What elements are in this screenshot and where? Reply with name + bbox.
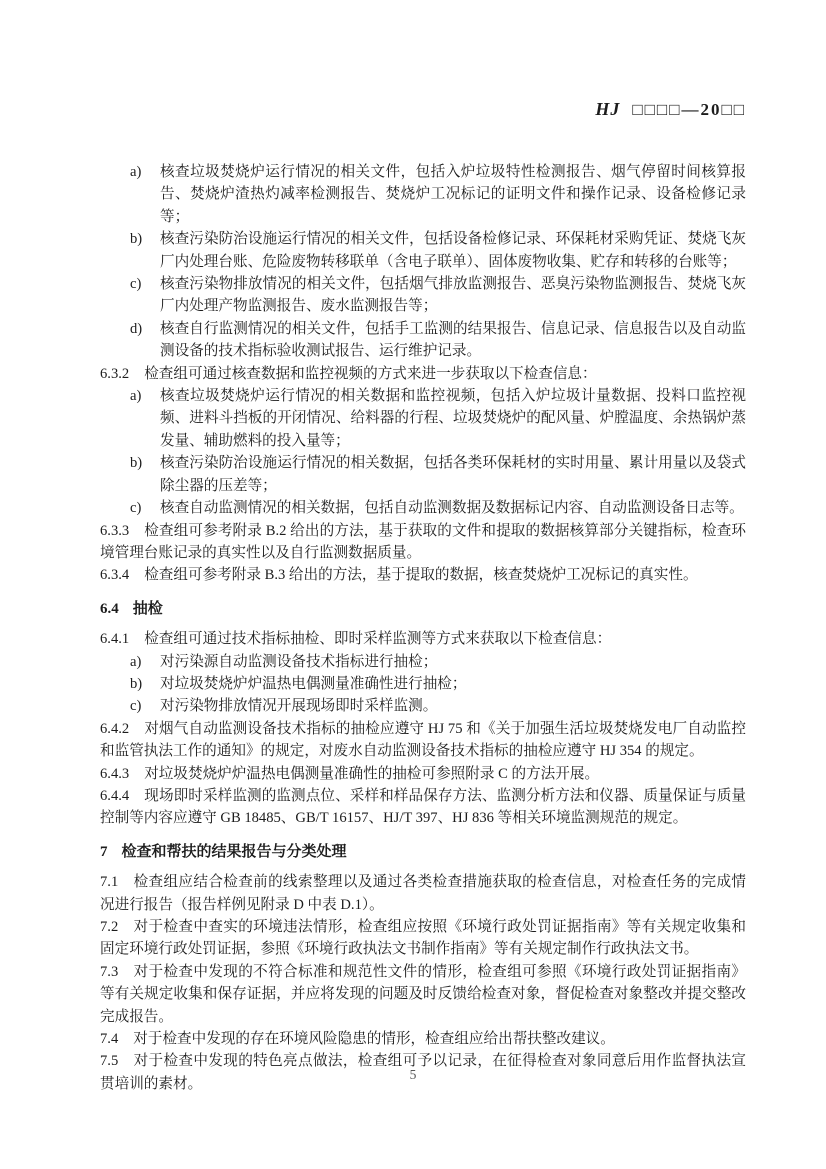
paragraph-text: 核查污染防治设施运行情况的相关数据，包括各类环保耗材的实时用量、累计用量以及袋式除尘器的压差等；: [160, 455, 746, 494]
clause-paragraph: [100, 520, 746, 565]
list-item: [100, 497, 746, 519]
list-item: [100, 452, 746, 497]
section-heading: [100, 598, 746, 620]
heading-text: 抽检: [132, 600, 163, 617]
clause-paragraph: [100, 916, 746, 961]
list-item: [100, 161, 746, 228]
paragraph-text: 检查组可通过核查数据和监控视频的方式来进一步获取以下检查信息：: [144, 365, 597, 382]
item-marker: b): [130, 675, 143, 692]
item-marker: c): [130, 698, 142, 715]
paragraph-text: 核查污染防治设施运行情况的相关文件，包括设备检修记录、环保耗材采购凭证、焚烧飞灰厂内处理台账、危险废物转移联单（含电子联单）、固体废物收集、贮存和转移的台账等；: [160, 231, 746, 270]
clause-number: 7.4: [100, 1031, 119, 1048]
paragraph-text: 检查组可通过技术指标抽检、即时采样监测等方式来获取以下检查信息：: [144, 631, 612, 648]
item-marker: c): [130, 276, 142, 293]
item-marker: a): [130, 653, 142, 670]
standard-code-prefix: HJ: [595, 99, 621, 119]
clause-number: 7.2: [100, 919, 119, 935]
paragraph-text: 对于检查中查实的环境违法情形，检查组应按照《环境行政处罚证据指南》等有关规定收集和固定环境行政处罚证据，参照《环境行政执法文书制作指南》等有关规定制作行政执法文书。: [100, 919, 746, 958]
paragraph-text: 核查自动监测情况的相关数据，包括自动监测数据及数据标记内容、自动监测设备日志等。: [160, 500, 744, 517]
paragraph-text: 对于检查中发现的不符合标准和规范性文件的情形，检查组可参照《环境行政处罚证据指南》等有关规定收集和保存证据，并应将发现的问题及时反馈给检查对象，督促检查对象整改并提交整改完成报告。: [100, 963, 746, 1025]
paragraph-text: 对垃圾焚烧炉炉温热电偶测量准确性的抽检可参照附录 C 的方法开展。: [144, 765, 600, 782]
item-marker: d): [130, 320, 143, 337]
item-marker: a): [130, 164, 142, 180]
heading-text: 检查和帮扶的结果报告与分类处理: [121, 843, 347, 860]
item-marker: a): [130, 388, 142, 405]
clause-number: 7.5: [100, 1053, 119, 1070]
item-marker: b): [130, 455, 143, 472]
clause-number: 7.3: [100, 963, 119, 980]
paragraph-text: 对烟气自动监测设备技术指标的抽检应遵守 HJ 75 和《关于加强生活垃圾焚烧发电厂自动监控和监管执法工作的通知》的规定，对废水自动监测设备技术指标的抽检应遵守 HJ 354 的规定。: [100, 720, 746, 760]
standard-code-number: □□□□—20□□: [632, 100, 746, 119]
list-item: [100, 318, 746, 363]
clause-paragraph: [100, 718, 746, 763]
clause-number: 6.4.3: [100, 765, 130, 782]
clause-paragraph: [100, 785, 746, 830]
document-body: [100, 161, 746, 1095]
clause-paragraph: [100, 961, 746, 1028]
paragraph-text: 对污染源自动监测设备技术指标进行抽检；: [160, 653, 438, 670]
document-footer: [0, 1067, 826, 1083]
list-item: [100, 385, 746, 452]
clause-paragraph: [100, 1028, 746, 1050]
list-item: [100, 695, 746, 717]
paragraph-text: 核查自行监测情况的相关文件，包括手工监测的结果报告、信息记录、信息报告以及自动监测设备的技术指标验收测试报告、运行维护记录。: [160, 320, 746, 360]
paragraph-text: 检查组可参考附录 B.2 给出的方法，基于获取的文件和提取的数据核算部分关键指标，检查环境管理台账记录的真实性以及自行监测数据质量。: [100, 522, 746, 561]
paragraph-text: 检查组可参考附录 B.3 给出的方法，基于提取的数据，核查焚烧炉工况标记的真实性。: [144, 567, 698, 584]
paragraph-text: 核查垃圾焚烧炉运行情况的相关数据和监控视频，包括入炉垃圾计量数据、投料口监控视频、进料斗挡板的开闭情况、给料器的行程、垃圾焚烧炉的配风量、炉膛温度、余热锅炉蒸发量、辅助燃料的投入量等；: [160, 388, 746, 449]
item-marker: c): [130, 500, 142, 517]
clause-number: 7: [100, 843, 108, 860]
clause-number: 6.3.2: [100, 365, 130, 382]
page-number: 5: [409, 1067, 417, 1082]
paragraph-text: 现场即时采样监测的监测点位、采样和样品保存方法、监测分析方法和仪器、质量保证与质量控制等内容应遵守 GB 18485、GB/T 16157、HJ/T 397、HJ 836 等相关环境监测规范的规定。: [100, 787, 746, 827]
list-item: [100, 273, 746, 318]
paragraph-text: 对于检查中发现的存在环境风险隐患的情形，检查组应给出帮扶整改建议。: [133, 1031, 615, 1048]
section-heading: [100, 841, 746, 863]
clause-number: 7.1: [100, 874, 119, 891]
paragraph-text: 核查污染物排放情况的相关文件，包括烟气排放监测报告、恶臭污染物监测报告、焚烧飞灰厂内处理产物监测报告、废水监测报告等；: [160, 276, 746, 315]
document-header: [595, 99, 746, 120]
clause-paragraph: [100, 871, 746, 916]
paragraph-text: 对污染物排放情况开展现场即时采样监测。: [160, 698, 438, 715]
list-item: [100, 228, 746, 273]
clause-paragraph: [100, 564, 746, 586]
clause-paragraph: [100, 628, 746, 650]
clause-paragraph: [100, 763, 746, 785]
list-item: [100, 651, 746, 673]
paragraph-text: 对于检查中发现的特色亮点做法，检查组可予以记录，在征得检查对象同意后用作监督执法宣贯培训的素材。: [100, 1053, 746, 1092]
paragraph-text: 对垃圾焚烧炉炉温热电偶测量准确性进行抽检；: [160, 675, 467, 692]
clause-number: 6.4.1: [100, 631, 130, 648]
item-marker: b): [130, 231, 143, 248]
list-item: [100, 673, 746, 695]
clause-number: 6.4.4: [100, 787, 130, 804]
clause-number: 6.4: [100, 600, 119, 617]
clause-paragraph: [100, 363, 746, 385]
paragraph-text: 核查垃圾焚烧炉运行情况的相关文件，包括入炉垃圾特性检测报告、烟气停留时间核算报告、焚烧炉渣热灼减率检测报告、焚烧炉工况标记的证明文件和操作记录、设备检修记录等；: [160, 164, 746, 225]
paragraph-text: 检查组应结合检查前的线索整理以及通过各类检查措施获取的检查信息，对检查任务的完成情况进行报告（报告样例见附录 D 中表 D.1）。: [100, 874, 746, 913]
clause-number: 6.3.3: [100, 522, 130, 539]
clause-number: 6.4.2: [100, 720, 130, 737]
clause-number: 6.3.4: [100, 567, 130, 584]
